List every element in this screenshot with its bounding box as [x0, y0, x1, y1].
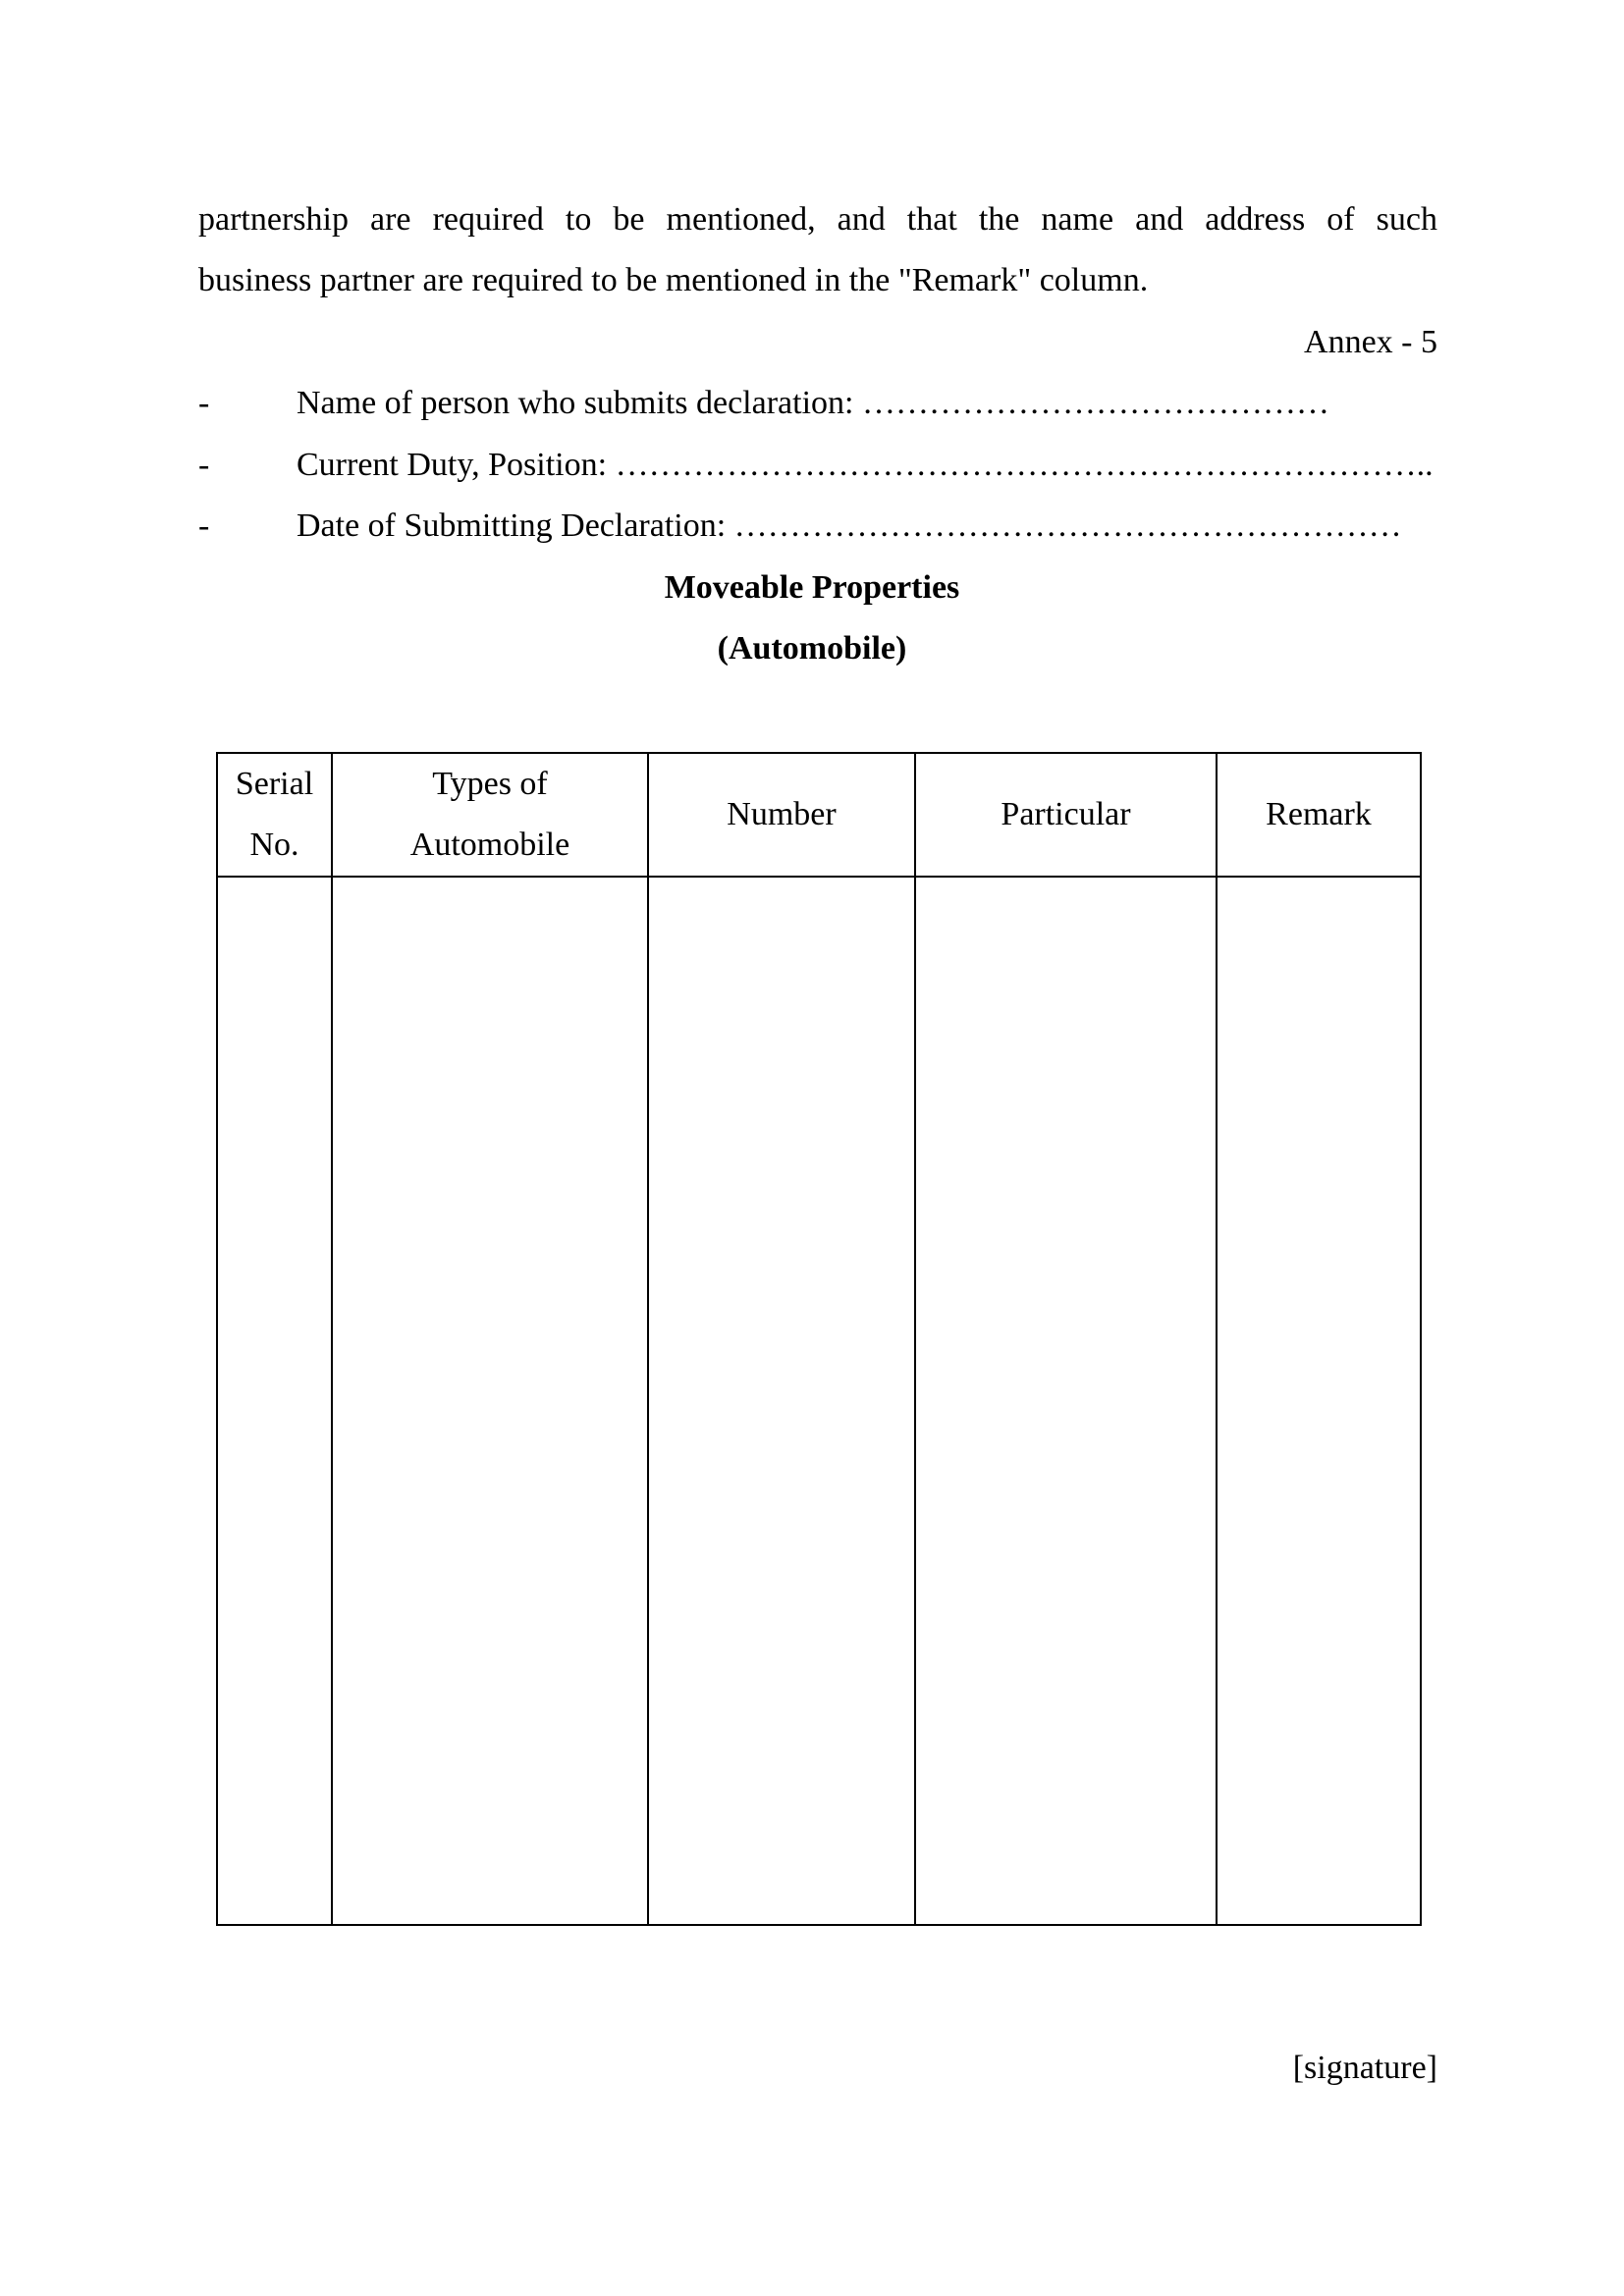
- section-title: Moveable Properties: [664, 569, 960, 606]
- header-remark: [1217, 753, 1421, 877]
- field-label: Date of Submitting Declaration:: [297, 507, 727, 544]
- header-number: [648, 753, 915, 877]
- header-serial-no: [217, 753, 332, 877]
- intro-paragraph: [198, 189, 1437, 311]
- header-types-of-automobile: [332, 753, 648, 877]
- header-particular: [915, 753, 1217, 877]
- list-bullet: -: [198, 507, 210, 544]
- field-label: Name of person who submits declaration:: [297, 385, 854, 421]
- header-types-line2: Automobile: [409, 827, 570, 863]
- cell-serial-no[interactable]: [217, 877, 332, 1925]
- header-serial-line1: Serial: [235, 766, 314, 802]
- annex-label: Annex - 5: [1304, 324, 1437, 360]
- signature-placeholder: [signature]: [1292, 2050, 1437, 2086]
- header-remark-text: Remark: [1266, 796, 1372, 832]
- header-types-line1: Types of: [432, 766, 548, 802]
- table-row: [217, 877, 1421, 1925]
- intro-line-2: business partner are required to be mentioned in the "Remark" column.: [198, 262, 1149, 298]
- cell-number[interactable]: [648, 877, 915, 1925]
- header-number-text: Number: [727, 796, 837, 832]
- cell-remark[interactable]: [1217, 877, 1421, 1925]
- table-header-row: [217, 753, 1421, 877]
- field-dotted-blank[interactable]: ………………………………………………………………..: [607, 447, 1434, 483]
- list-bullet: -: [198, 385, 210, 421]
- field-dotted-blank[interactable]: ……………………………………: [853, 385, 1329, 421]
- header-particular-text: Particular: [1001, 796, 1131, 832]
- intro-line-1: partnership are required to be mentioned, and that the name and address of such: [198, 201, 1437, 238]
- property-table: [216, 752, 1422, 1926]
- cell-particular[interactable]: [915, 877, 1217, 1925]
- cell-types-of-automobile[interactable]: [332, 877, 648, 1925]
- field-label: Current Duty, Position:: [297, 447, 608, 483]
- section-subtitle: (Automobile): [717, 630, 907, 667]
- automobile-table: [216, 752, 1420, 1924]
- field-dotted-blank[interactable]: ……………………………………………………: [726, 507, 1402, 544]
- list-bullet: -: [198, 447, 210, 483]
- header-serial-line2: No.: [249, 827, 299, 863]
